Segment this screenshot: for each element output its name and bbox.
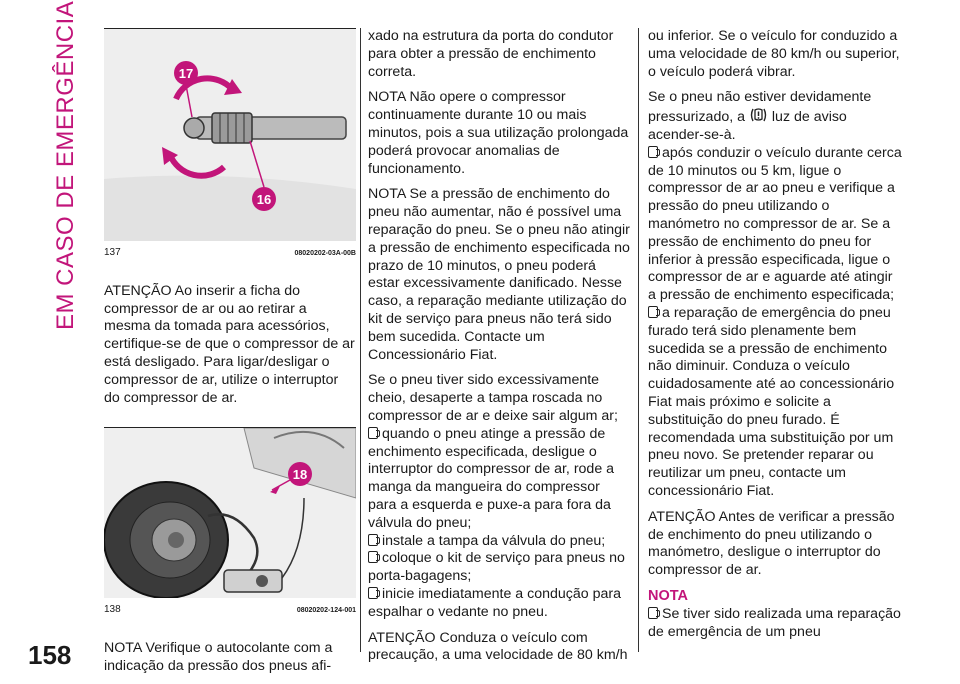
list-item: coloque o kit de serviço para pneus no porta-bagagens; (368, 550, 625, 585)
paragraph: ou inferior. Se o veículo for conduzido a uma velocidade de 80 km/h ou superior, o veículo poderá vibrar. (648, 28, 900, 80)
figure-number: 138 (104, 604, 121, 616)
note-paragraph: NOTA Verifique o autocolante com a indicação da pressão dos pneus afi- (104, 640, 333, 674)
warning-paragraph: ATENÇÃO Conduza o veículo com precaução, a uma velocidade de 80 km/h (368, 629, 628, 664)
bullet-icon (368, 534, 378, 546)
bullet-icon (368, 551, 378, 563)
list-item: Se tiver sido realizada uma reparação de emergência de um pneu (648, 605, 901, 640)
list-item: inicie imediatamente a condução para espalhar o vedante no pneu. (368, 585, 621, 620)
figure-137-caption (104, 244, 356, 263)
bullet-icon (648, 607, 658, 619)
section-side-title: EM CASO DE EMERGÊNCIA (52, 0, 79, 330)
callout-17: 17 (178, 66, 194, 81)
callout-18: 18 (292, 467, 308, 483)
warning-paragraph: ATENÇÃO Ao inserir a ficha do compressor de ar ou ao retirar a mesma da tomada para acessórios, certifique-se de que o compressor de ar está desligado. Para ligar/desligar o compressor de ar, utilize o interruptor do compressor de ar. (104, 282, 355, 406)
bullet-icon (368, 587, 378, 599)
callout-16: 16 (256, 192, 272, 207)
figure-number: 137 (104, 247, 121, 258)
page-number: 158 (28, 640, 72, 670)
list-item: instale a tampa da válvula do pneu; (368, 533, 630, 551)
note-paragraph: NOTA Não opere o compressor continuamente durante 10 ou mais minutos, pois a sua utilização prolongada poderá provocar anomalias de funcionamento. (368, 89, 629, 177)
warning-paragraph: ATENÇÃO Antes de verificar a pressão de enchimento do pneu utilizando o manómetro, desligue o interruptor do compressor de ar. (648, 508, 895, 579)
figure-138-caption (104, 601, 356, 620)
list-item: quando o pneu atinge a pressão de enchimento especificada, desligue o interruptor do compressor de ar, rode a manga da mangueira do compressor para a esquerda e puxe-a para fora da válvula do pneu; (368, 425, 615, 531)
hose-valve-illustration (104, 29, 356, 241)
nota-heading: NOTA (648, 587, 689, 604)
column-middle (368, 28, 630, 673)
figure-code: 08020202-03A-00B (294, 250, 356, 257)
note-paragraph: NOTA Se a pressão de enchimento do pneu não aumentar, não é possível uma reparação do pneu. Se o pneu não atingir a pressão de enchimento especificada no prazo de 10 minutos, o pneu poderá estar excessivamente danificado. Nesse caso, a reparação mediante utilização do kit de serviço para pneus não terá sido bem sucedida. Contacte um Concessionário Fiat. (368, 186, 630, 363)
column-left (104, 28, 356, 684)
column-divider (360, 28, 361, 652)
bullet-icon (648, 306, 658, 318)
figure-137-compressor-hose (104, 29, 356, 241)
bullet-icon (648, 146, 658, 158)
figure-code: 08020202-124-001 (296, 607, 356, 615)
list-item: após conduzir o veículo durante cerca de 10 minutos ou 5 km, ligue o compressor de ar ao pneu e verifique a pressão do pneu utilizando o manómetro no compressor de ar. Se a pressão de enchimento do pneu for inferior à pressão especificada, ligue o compressor de ar e aguarde até atingir a pressão de enchimento especificada; (648, 144, 902, 304)
figure-138-compressor-tyre (104, 428, 356, 598)
warning-light-icon (750, 107, 767, 123)
column-right (648, 28, 904, 641)
paragraph: xado na estrutura da porta do condutor para obter a pressão de enchimento correta. (368, 28, 614, 80)
bullet-icon (368, 427, 378, 439)
paragraph: Se o pneu não estiver devidamente pressurizado, a luz de aviso acender-se-à. (648, 89, 872, 143)
list-item: a reparação de emergência do pneu furado terá sido plenamente bem sucedida se a pressão de enchimento não diminuir. Conduza o veículo cuidadosamente até ao concessionário Fiat mais próximo e solicite a substituição do pneu furado. É recomendada uma substituição por um pneu novo. Se pretender reparar ou reutilizar um pneu, contacte um concessionário Fiat. (648, 304, 895, 499)
compressor-tyre-illustration (104, 428, 356, 598)
column-divider (638, 28, 639, 652)
paragraph: Se o pneu tiver sido excessivamente cheio, desaperte a tampa roscada no compressor de ar e deixe sair algum ar; (368, 372, 618, 424)
